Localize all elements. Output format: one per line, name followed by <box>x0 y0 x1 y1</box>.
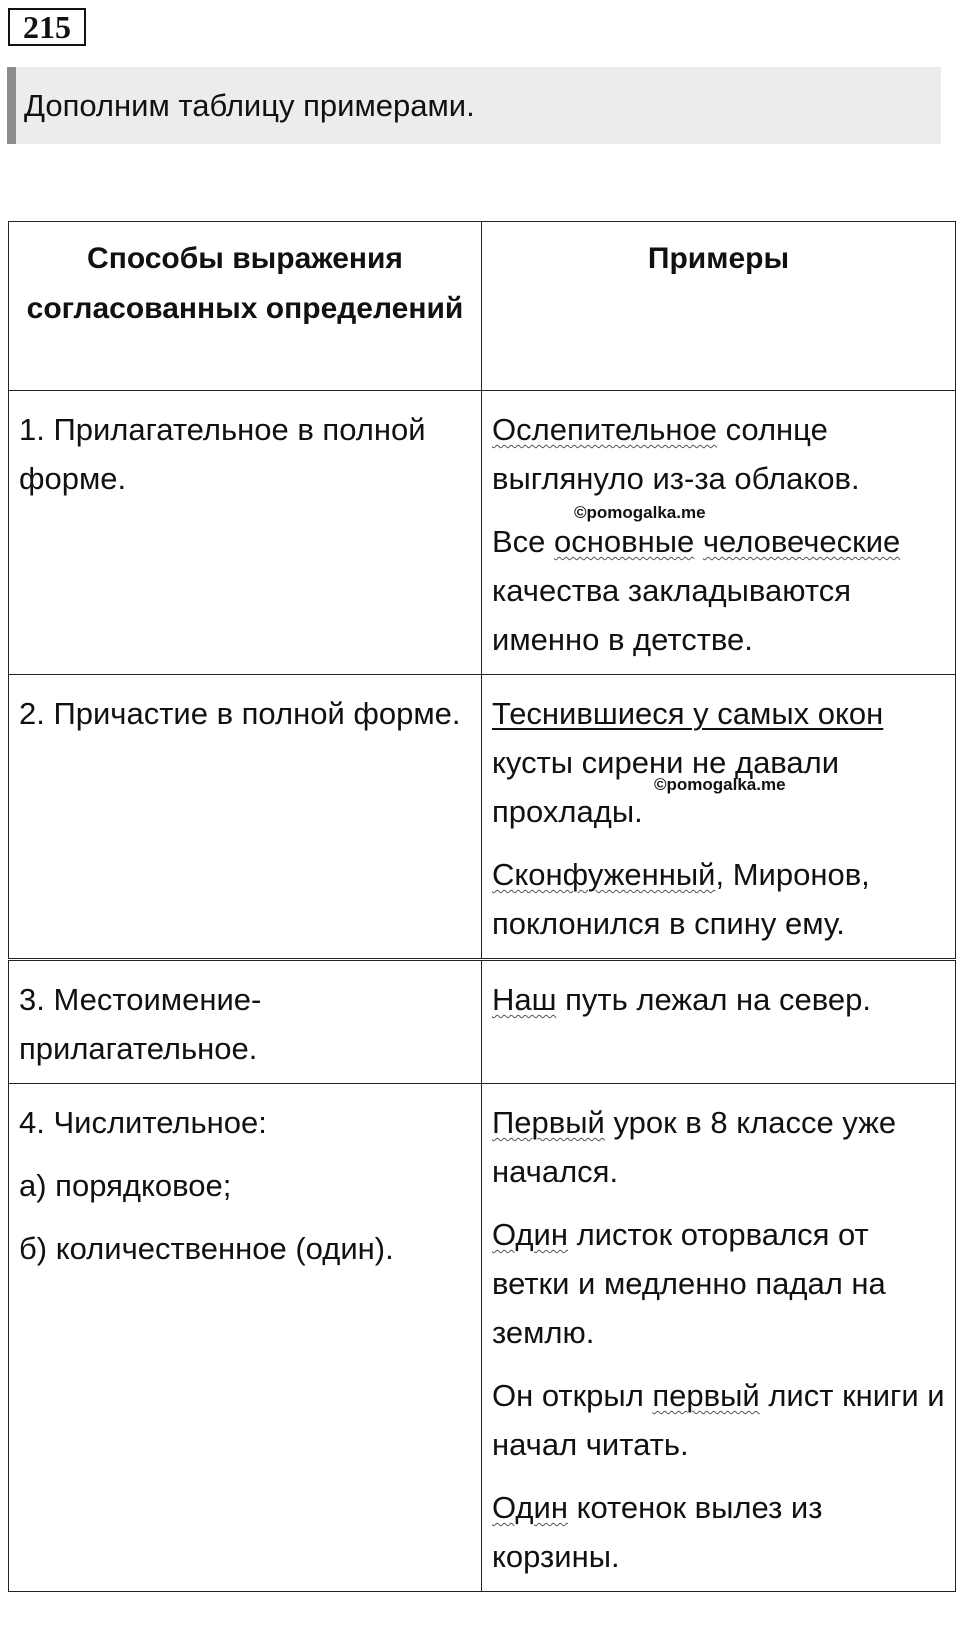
sentence-fragment: котенок вылез из корзины. <box>492 1490 823 1574</box>
example-sentence <box>492 517 945 664</box>
examples-cell <box>482 391 956 675</box>
definitions-table <box>8 221 956 1592</box>
sentence-fragment: листок оторвался от ветки и медленно падал на землю. <box>492 1217 886 1350</box>
examples-cell <box>482 675 956 960</box>
method-text: 1. Прилагательное в полной форме. <box>19 412 426 496</box>
sentence-fragment: путь лежал на север. <box>556 982 871 1017</box>
method-text: 4. Числительное: <box>19 1105 267 1140</box>
sentence-fragment <box>694 524 703 559</box>
method-cell <box>9 1084 482 1592</box>
example-sentence <box>492 850 945 948</box>
example-sentence <box>492 1371 945 1469</box>
example-sentence <box>492 689 945 836</box>
underlined-word: основные <box>554 524 695 559</box>
underlined-word: Первый <box>492 1105 605 1140</box>
example-sentence <box>492 405 945 503</box>
method-cell <box>9 960 482 1084</box>
underlined-word: Ослепительное <box>492 412 717 447</box>
header-methods: Способы выражения согласованных определений <box>9 222 482 391</box>
method-text: а) порядковое; <box>19 1168 232 1203</box>
instruction-banner: Дополним таблицу примерами. <box>7 67 941 144</box>
underlined-word: человеческие <box>702 524 901 559</box>
sentence-fragment: урок в 8 классе уже начался. <box>492 1105 897 1189</box>
method-text: б) количественное (один). <box>19 1231 394 1266</box>
underlined-word: Наш <box>492 982 557 1017</box>
watermark-text: ©pomogalka.me <box>574 503 706 522</box>
examples-cell <box>482 960 956 1084</box>
example-sentence <box>492 1483 945 1581</box>
sentence-fragment: Все <box>492 524 555 559</box>
sentence-fragment: , Миронов, поклонился в спину ему. <box>492 857 870 941</box>
table-row <box>9 960 956 1084</box>
method-cell <box>9 391 482 675</box>
sentence-fragment: лист книги и начал читать. <box>492 1378 945 1462</box>
sentence-fragment: кусты сирени не давали прохлады. <box>492 745 840 829</box>
underlined-word: первый <box>652 1378 760 1413</box>
sentence-fragment: солнце выглянуло из-за облаков. <box>492 412 860 496</box>
watermark-text: ©pomogalka.me <box>654 775 786 794</box>
header-examples: Примеры <box>482 222 956 391</box>
example-sentence <box>492 975 945 1024</box>
sentence-fragment: качества закладываются именно в детстве. <box>492 573 851 657</box>
task-number: 215 <box>8 8 86 46</box>
method-text: 2. Причастие в полной форме. <box>19 696 461 731</box>
sentence-fragment: Он открыл <box>492 1378 653 1413</box>
underlined-word: Сконфуженный <box>492 857 716 892</box>
underlined-word: Один <box>492 1217 568 1252</box>
method-text: 3. Местоимение-прилагательное. <box>19 982 262 1066</box>
example-sentence <box>492 1098 945 1196</box>
table-header-row <box>9 222 956 391</box>
example-sentence <box>492 1210 945 1357</box>
table-row <box>9 1084 956 1592</box>
underlined-word: Один <box>492 1490 568 1525</box>
examples-cell <box>482 1084 956 1592</box>
underlined-word: Теснившиеся у самых окон <box>492 696 884 731</box>
table-row <box>9 675 956 960</box>
table-row <box>9 391 956 675</box>
method-cell <box>9 675 482 960</box>
